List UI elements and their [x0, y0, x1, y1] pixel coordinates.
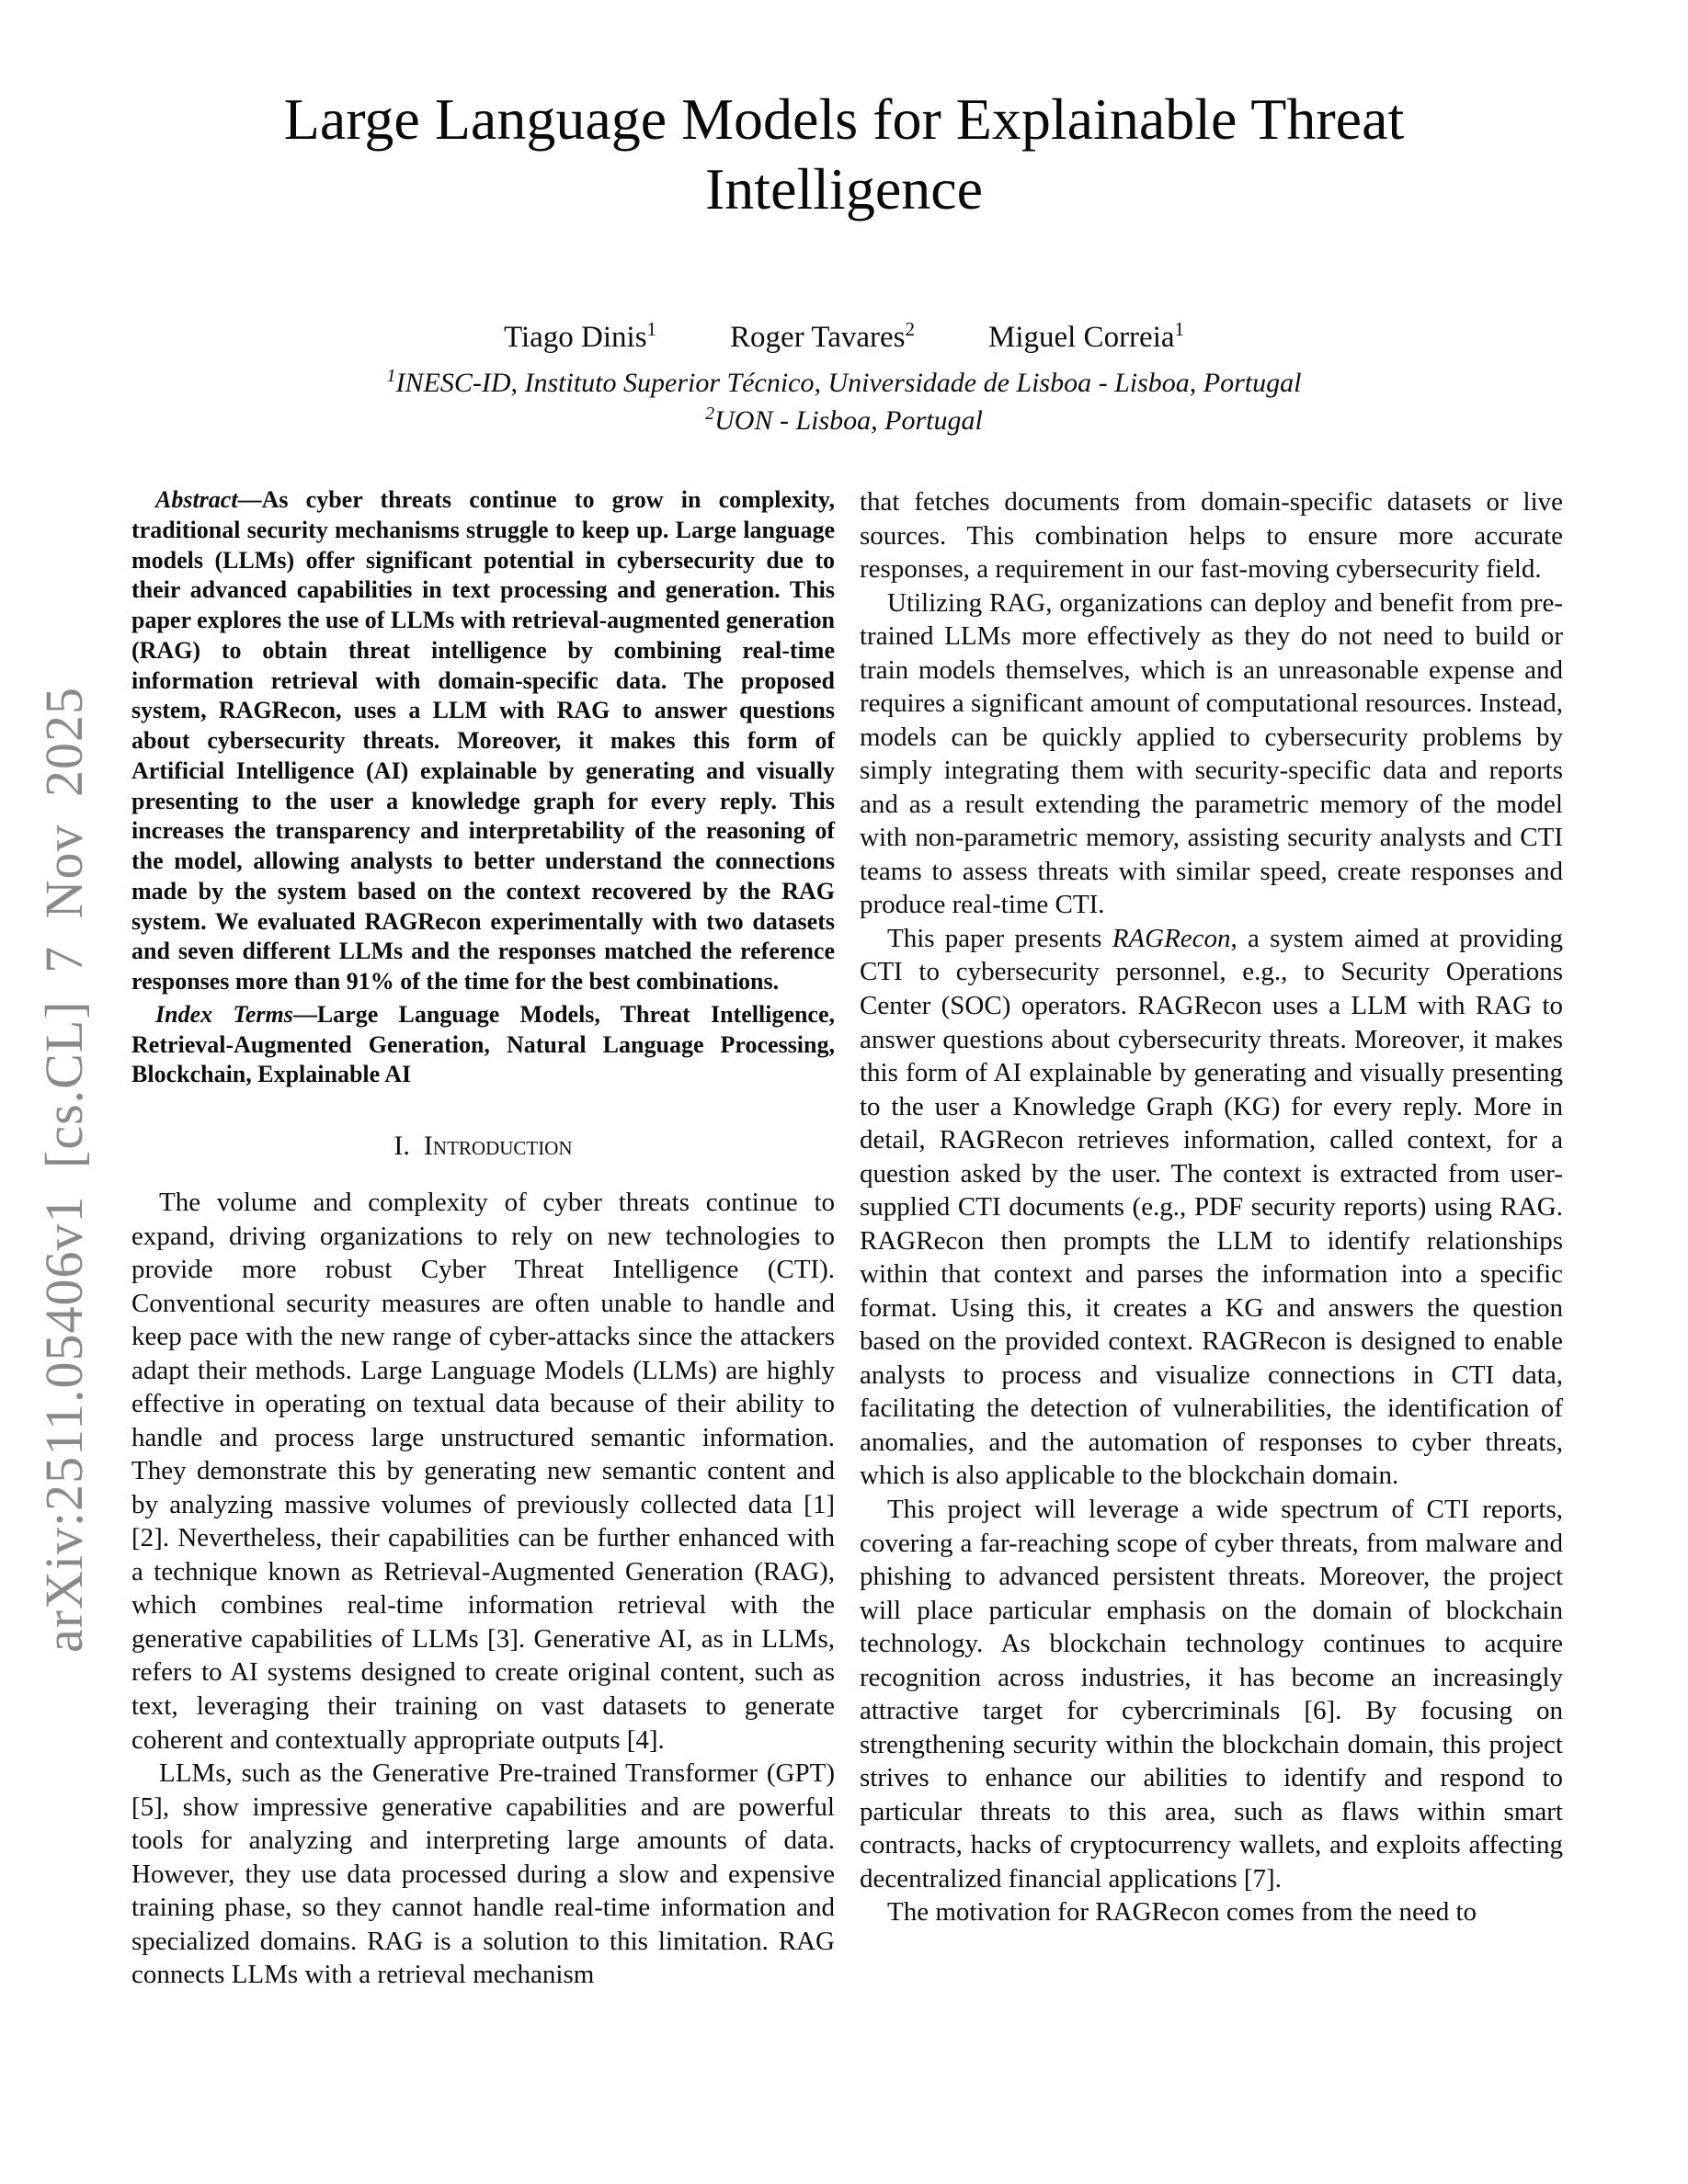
author-name: Tiago Dinis: [503, 321, 647, 355]
index-terms-text: —Large Language Models, Threat Intelligence, Retrieval-Augmented Generation, Natural Language Processing, Blockchain, Explainable AI: [131, 1000, 835, 1088]
intro-paragraph-6: This project will leverage a wide spectrum of CTI reports, covering a far-reaching scope of cyber threats, from malware and phishing to advanced persistent threats. Moreover, the project will place particular emphasis on the domain of blockchain technology. As blockchain technology continues to acquire recognition across industries, it has become an increasingly attractive target for cybercriminals [6]. By focusing on strengthening security within the blockchain domain, this project strives to enhance our abilities to identify and respond to particular threats to this area, such as flaws within smart contracts, hacks of cryptocurrency wallets, and exploits affecting decentralized financial applications [7].: [860, 1494, 1563, 1894]
author: [987, 318, 1185, 355]
two-column-body: [131, 485, 1563, 1992]
arxiv-watermark: arXiv:2511.05406v1 [cs.CL] 7 Nov 2025: [34, 687, 94, 1653]
intro-paragraph-2: LLMs, such as the Generative Pre-trained Transformer (GPT) [5], show impressive generative capabilities and are powerful tools for analyzing and interpreting large amounts of data. However, they use data processed during a slow and expensive training phase, so they cannot handle real-time information and specialized domains. RAG is a solution to this limitation. RAG connects LLMs with a retrieval mechanism: [131, 1758, 835, 1990]
abstract-text: —As cyber threats continue to grow in complexity, traditional security mechanisms struggle to keep up. Large language models (LLMs) offer significant potential in cybersecurity due to their advanced capabilities in text processing and generation. This paper explores the use of LLMs with retrieval-augmented generation (RAG) to obtain threat intelligence by combining real-time information retrieval with domain-specific data. The proposed system, RAGRecon, uses a LLM with RAG to answer questions about cybersecurity threats. Moreover, it makes this form of Artificial Intelligence (AI) explainable by generating and visually presenting to the user a knowledge graph for every reply. This increases the transparency and interpretability of the reasoning of the model, allowing analysts to better understand the connections made by the system based on the context recovered by the RAG system. We evaluated RAGRecon experimentally with two datasets and seven different LLMs and the responses matched the reference responses more than 91% of the time for the best combinations.: [131, 486, 835, 995]
author-line: [0, 318, 1688, 355]
author-affiliation-sup: 1: [646, 318, 657, 341]
affiliation-text: UON - Lisboa, Portugal: [714, 405, 983, 437]
section-heading-introduction: I. Introduction: [393, 1131, 573, 1162]
intro-paragraph-5-pre: This paper presents: [887, 923, 1112, 953]
abstract-paragraph: [131, 485, 835, 997]
intro-paragraph-5-post: , a system aimed at providing CTI to cybersecurity personnel, e.g., to Security Operations Center (SOC) operators. RAGRecon uses a LLM with RAG to answer questions about cybersecurity threats. Moreover, it makes this form of AI explainable by generating and visually presenting to the user a Knowledge Graph (KG) for every reply. More in detail, RAGRecon retrieves information, called context, for a question asked by the user. The context is extracted from user-supplied CTI documents (e.g., PDF security reports) using RAG. RAGRecon then prompts the LLM to identify relationships within that context and parses the information into a specific format. Using this, it creates a KG and answers the question based on the provided context. RAGRecon is designed to enable analysts to process and visualize connections in CTI data, facilitating the detection of vulnerabilities, the identification of anomalies, and the automation of responses to cyber threats, which is also applicable to the blockchain domain.: [860, 923, 1563, 1491]
right-column: [860, 485, 1563, 1992]
author-affiliation-sup: 1: [1174, 318, 1185, 341]
intro-paragraph-4: Utilizing RAG, organizations can deploy and benefit from pre-trained LLMs more effectively as they do not need to build or train models themselves, which is an unreasonable expense and requires a significant amount of computational resources. Instead, models can be quickly applied to cybersecurity problems by simply integrating them with security-specific data and reports and as a result extending the parametric memory of the model with non-parametric memory, assisting security analysts and CTI teams to assess threats with similar speed, create responses and produce real-time CTI.: [860, 587, 1563, 920]
author: [503, 318, 657, 355]
index-terms-lead: Index Terms: [155, 1000, 293, 1028]
left-column: [131, 485, 835, 1992]
system-name-emphasis: RAGRecon: [1112, 923, 1231, 953]
paper-header: [0, 0, 1688, 439]
affiliation-sup: 1: [386, 366, 396, 387]
affiliation-sup: 2: [705, 404, 715, 425]
affiliation-text: INESC-ID, Instituto Superior Técnico, Universidade de Lisboa - Lisboa, Portugal: [395, 368, 1302, 399]
paper-title: Large Language Models for Explainable Threat Intelligence: [283, 86, 1405, 222]
author: [730, 318, 915, 355]
intro-paragraph-5: [860, 922, 1563, 1493]
author-affiliation-sup: 2: [905, 318, 915, 341]
index-terms-paragraph: [131, 1000, 835, 1090]
intro-paragraph-7: The motivation for RAGRecon comes from the need to: [887, 1897, 1477, 1928]
affiliation-line: [0, 364, 1688, 402]
abstract-lead: Abstract: [155, 486, 238, 514]
affiliation-line: [0, 402, 1688, 439]
author-name: Roger Tavares: [730, 321, 906, 355]
author-name: Miguel Correia: [987, 321, 1175, 355]
affiliations-block: [0, 364, 1688, 439]
intro-paragraph-3: that fetches documents from domain-specific datasets or live sources. This combination helps to ensure more accurate responses, a requirement in our fast-moving cybersecurity field.: [860, 487, 1563, 585]
intro-paragraph-1: The volume and complexity of cyber threats continue to expand, driving organizations to rely on new technologies to provide more robust Cyber Threat Intelligence (CTI). Conventional security measures are often unable to handle and keep pace with the new range of cyber-attacks since the attackers adapt their methods. Large Language Models (LLMs) are highly effective in operating on textual data because of their ability to handle and process large unstructured semantic information. They demonstrate this by generating new semantic content and by analyzing massive volumes of previously collected data [1] [2]. Nevertheless, their capabilities can be further enhanced with a technique known as Retrieval-Augmented Generation (RAG), which combines real-time information retrieval with the generative capabilities of LLMs [3]. Generative AI, as in LLMs, refers to AI systems designed to create original content, such as text, leveraging their training on vast datasets to generate coherent and contextually appropriate outputs [4].: [131, 1188, 835, 1755]
